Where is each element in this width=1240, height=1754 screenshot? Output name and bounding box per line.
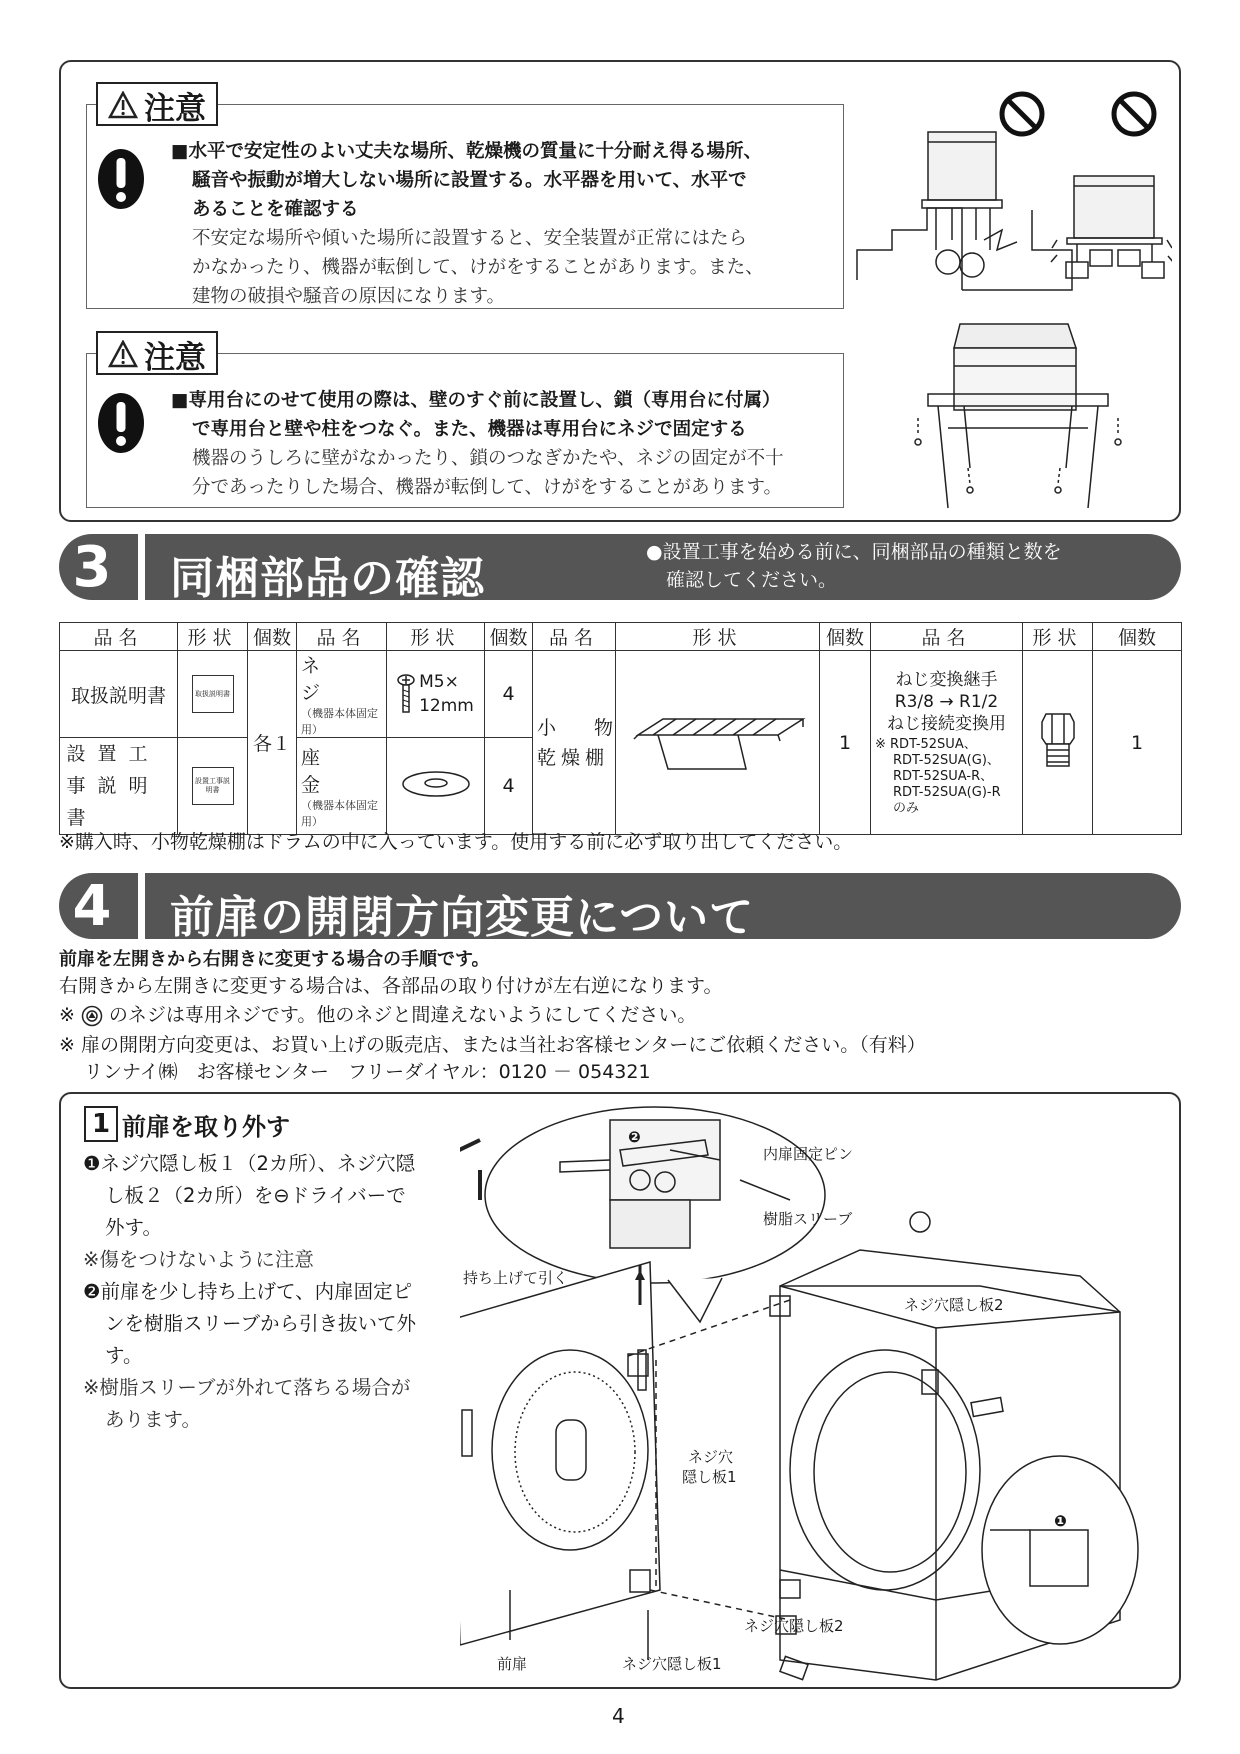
callout-inner-pin: 内扉固定ピン: [763, 1145, 854, 1163]
screw-spec-1: M5×: [419, 672, 459, 692]
table-row: [60, 651, 1182, 738]
header-cell: 形状: [178, 623, 248, 651]
screw-spec-2: 12mm: [419, 696, 474, 716]
callout-cover1-bottom: ネジ穴隠し板1: [622, 1655, 722, 1673]
caution1-bold-0: ■水平で安定性のよい丈夫な場所、乾燥機の質量に十分耐え得る場所、: [171, 141, 762, 162]
header-cell: 形状: [387, 623, 485, 651]
step-1-text: [83, 1148, 463, 1436]
manual-book-icon: 取扱説明書: [192, 675, 234, 713]
header-cell: 品名: [871, 623, 1023, 651]
caution2-normal-1: 分であったりした場合、機器が転倒して、けがをすることがあります。: [192, 477, 782, 498]
intro-line-5: リンナイ㈱ お客様センター フリーダイヤル：0120 － 054321: [84, 1061, 651, 1083]
manual-qty: 各１: [248, 651, 297, 835]
callout-num-2: ❷: [628, 1128, 641, 1146]
fitting-note-3: RDT-52SUA(G)-R: [893, 784, 1001, 800]
caution2-bold-1: で専用台と壁や柱をつなぐ。また、機器は専用台にネジで固定する: [192, 419, 747, 440]
special-screw-icon: [81, 1005, 103, 1027]
callout-lift-pull: 持ち上げて引く: [463, 1269, 569, 1287]
caution-text-1: [171, 137, 841, 311]
caution1-normal-1: かなかったり、機器が転倒して、けがをすることがあります。また、: [192, 257, 764, 278]
exclamation-icon: [97, 148, 145, 210]
caution-text-2: [171, 386, 841, 502]
section-3-note-0: ●設置工事を始める前に、同梱部品の種類と数を: [646, 541, 1062, 563]
washer-sub: （機器本体固定用）: [301, 799, 378, 828]
unstable-placement-illustration: [852, 90, 1172, 300]
fitting-note-2: RDT-52SUA-R、: [893, 768, 994, 784]
pipe-fitting-icon: [1038, 710, 1078, 770]
callout-cover2-top: ネジ穴隠し板2: [904, 1296, 1004, 1314]
manual-name: 取扱説明書: [60, 651, 178, 738]
install-book-icon: 設置工事説明書: [192, 767, 234, 805]
fitting-note-4: のみ: [893, 800, 920, 816]
prohibited-icon: [1002, 94, 1042, 134]
prohibited-icon: [1114, 94, 1154, 134]
shelf-qty: 1: [820, 651, 871, 835]
section-separator: [138, 534, 145, 600]
header-cell: 個数: [248, 623, 297, 651]
fitting-line-1: R3/8 → R1/2: [894, 691, 999, 712]
shelf-name-1: 小 物: [537, 716, 614, 739]
step-line-1: し板２（2カ所）を⊖ドライバーで: [105, 1184, 406, 1207]
header-cell: 個数: [820, 623, 871, 651]
callout-num-1: ❶: [1054, 1512, 1067, 1530]
screw-name: ネジ: [301, 655, 361, 704]
callout-front-door: 前扉: [497, 1655, 528, 1673]
caution-tag-label: 注意: [144, 339, 206, 376]
header-cell: 品名: [297, 623, 387, 651]
header-cell: 形状: [1023, 623, 1093, 651]
section-3-note: [646, 538, 1062, 594]
header-cell: 個数: [485, 623, 533, 651]
fitting-qty: 1: [1093, 651, 1182, 835]
drying-shelf-icon: [628, 705, 808, 775]
parts-table: [59, 622, 1182, 835]
step-line-2: 外す。: [105, 1216, 162, 1239]
fitting-note-0: ※ RDT-52SUA、: [875, 736, 977, 752]
washer-icon: [400, 769, 472, 799]
header-cell: 品名: [533, 623, 616, 651]
screw-qty: 4: [485, 651, 533, 738]
intro-block: [59, 946, 926, 1086]
door-removal-illustration: [460, 1100, 1172, 1685]
section-3-title: 同梱部品の確認: [170, 553, 485, 604]
shelf-name-2: 乾燥棚: [537, 746, 610, 769]
step-1-title: 前扉を取り外す: [122, 1112, 290, 1141]
section-3-note-1: 確認してください。: [666, 569, 838, 591]
install-manual-name: 設置工事説明書: [66, 743, 160, 829]
washer-qty: 4: [485, 738, 533, 835]
caution-tag-2: [96, 331, 218, 375]
callout-resin-sleeve: 樹脂スリーブ: [763, 1210, 853, 1228]
section-3-number: 3: [72, 534, 112, 600]
caution-tag-label: 注意: [144, 90, 206, 127]
caution2-normal-0: 機器のうしろに壁がなかったり、鎖のつなぎかたや、ネジの固定が不十: [192, 448, 784, 469]
section-4-title: 前扉の開閉方向変更について: [170, 892, 755, 943]
callout-cover1-mid-1: ネジ穴: [688, 1448, 734, 1466]
header-cell: 品名: [60, 623, 178, 651]
caution1-bold-2: あることを確認する: [192, 199, 359, 220]
fitting-line-2: ねじ接続変換用: [887, 713, 1006, 734]
callout-cover2-bottom: ネジ穴隠し板2: [744, 1617, 844, 1635]
intro-line-3-mark: ※: [59, 1004, 75, 1026]
step-1-heading: [84, 1106, 290, 1142]
step-line-0: ❶ネジ穴隠し板１（2カ所）、ネジ穴隠: [83, 1152, 416, 1175]
caution1-normal-2: 建物の破損や騒音の原因になります。: [192, 286, 506, 307]
intro-line-4: ※ 扉の開閉方向変更は、お買い上げの販売店、または当社お客様センターにご依頼ください。（有料）: [59, 1034, 926, 1056]
intro-line-2: 右開きから左開きに変更する場合は、各部品の取り付けが左右逆になります。: [59, 975, 723, 997]
intro-line-3: のネジは専用ネジです。他のネジと間違えないようにしてください。: [108, 1004, 697, 1026]
page-number: 4: [612, 1704, 625, 1728]
fitting-line-0: ねじ変換継手: [895, 669, 998, 690]
section-separator: [138, 873, 145, 939]
screw-icon: [397, 674, 415, 714]
step-line-4: ❷前扉を少し持ち上げて、内扉固定ピ: [83, 1280, 413, 1303]
warning-triangle-icon: [108, 91, 138, 119]
step-line-8: あります。: [105, 1408, 201, 1431]
step-line-7: ※樹脂スリーブが外れて落ちる場合が: [83, 1376, 411, 1399]
header-cell: 形状: [616, 623, 820, 651]
stand-fixing-illustration: [908, 318, 1128, 512]
warning-triangle-icon: [108, 340, 138, 368]
step-line-5: ンを樹脂スリーブから引き抜いて外: [105, 1312, 417, 1335]
caution-tag-1: [96, 82, 218, 126]
washer-name: 座金: [301, 747, 361, 796]
step-1-number: 1: [84, 1106, 118, 1142]
intro-bold: 前扉を左開きから右開きに変更する場合の手順です。: [59, 949, 490, 970]
table-note: ※購入時、小物乾燥棚はドラムの中に入っています。使用する前に必ず取り出してください。: [59, 831, 853, 853]
section-4-number: 4: [72, 873, 112, 939]
screw-sub: （機器本体固定用）: [301, 707, 378, 736]
step-line-6: す。: [105, 1344, 143, 1367]
header-cell: 個数: [1093, 623, 1182, 651]
caution1-bold-1: 騒音や振動が増大しない場所に設置する。水平器を用いて、水平で: [192, 170, 747, 191]
caution1-normal-0: 不安定な場所や傾いた場所に設置すると、安全装置が正常にはたら: [192, 228, 748, 249]
callout-cover1-mid-2: 隠し板1: [682, 1468, 737, 1486]
fitting-note-1: RDT-52SUA(G)、: [893, 752, 1000, 768]
step-line-3: ※傷をつけないように注意: [83, 1248, 314, 1271]
table-header-row: [60, 623, 1182, 651]
caution2-bold-0: ■専用台にのせて使用の際は、壁のすぐ前に設置し、鎖（専用台に付属）: [171, 390, 781, 411]
exclamation-icon: [97, 392, 145, 454]
